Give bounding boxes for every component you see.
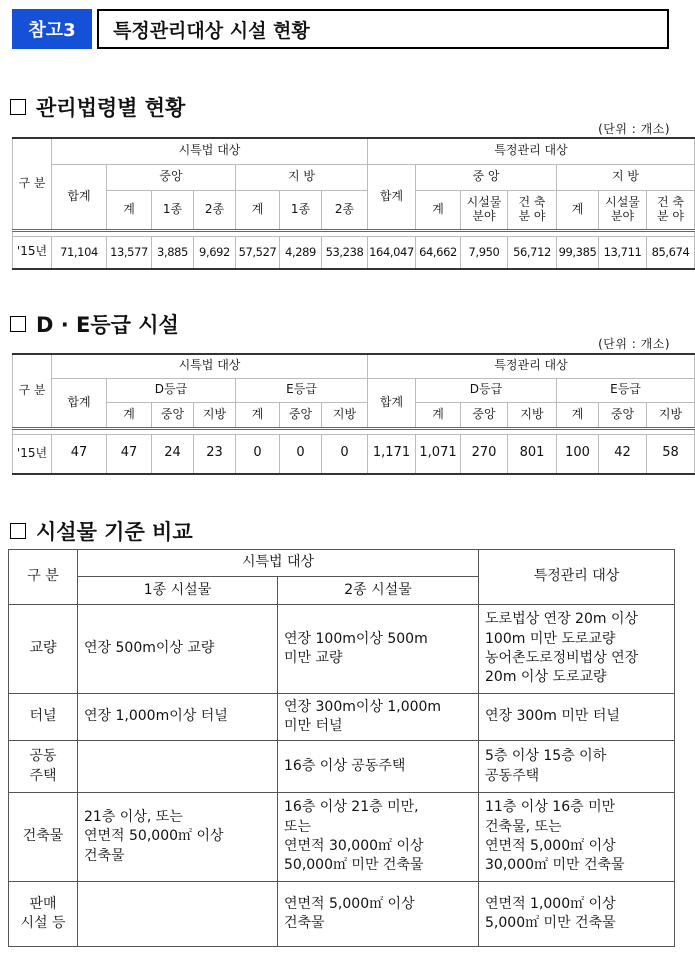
- table-by-law: [12, 137, 695, 270]
- section2-unit: (단위 : 개소): [598, 337, 670, 351]
- row-label: 공동 주택: [9, 741, 78, 793]
- table-cell: [78, 741, 278, 793]
- table-cell: 0: [322, 434, 368, 474]
- sub-header: 시설물 분야: [461, 190, 508, 230]
- group-header-a: 시특법 대상: [52, 138, 368, 164]
- table-cell: 58: [647, 434, 695, 474]
- central-header: 중 앙: [416, 164, 557, 190]
- total-header: 합계: [368, 164, 416, 230]
- table-cell: 801: [508, 434, 557, 474]
- grade-e-header: E등급: [557, 378, 695, 402]
- table-cell: 24: [152, 434, 194, 474]
- group-header-b: 특정관리 대상: [368, 138, 695, 164]
- section3-heading: [10, 516, 193, 546]
- central-header: 중앙: [107, 164, 236, 190]
- sub-header: 계: [557, 190, 599, 230]
- sub-header: 건 축 분 야: [508, 190, 557, 230]
- row-label: 건축물: [9, 793, 78, 882]
- table-cell: 99,385: [557, 236, 599, 269]
- table-criteria: [8, 549, 675, 947]
- sub-header: 지방: [647, 402, 695, 428]
- sub-header: 중앙: [461, 402, 508, 428]
- page-title: 특정관리대상 시설 현황: [97, 9, 669, 49]
- group-header-b: 특정관리 대상: [368, 354, 695, 378]
- section1-heading: [10, 92, 185, 122]
- local-header: 지 방: [557, 164, 695, 190]
- table-cell: 연장 300m 미만 터널: [479, 694, 675, 741]
- section3-heading-text: 시설물 기준 비교: [36, 520, 193, 544]
- table-grade-de: [12, 353, 695, 475]
- row-header: 구 분: [13, 354, 52, 428]
- group-header-a: 시특법 대상: [52, 354, 368, 378]
- sub-header: 계: [236, 402, 280, 428]
- table-cell: 연장 100m이상 500m 미만 교량: [278, 605, 479, 694]
- table-cell: 164,047: [368, 236, 416, 269]
- table-cell: 5층 이상 15층 이하 공동주택: [479, 741, 675, 793]
- sub-header: 1종: [280, 190, 322, 230]
- table-cell: 47: [52, 434, 107, 474]
- row-label: 터널: [9, 694, 78, 741]
- grade-e-header: E등급: [236, 378, 368, 402]
- section1-heading-text: 관리법령별 현황: [36, 96, 186, 120]
- sub-header: 계: [416, 402, 461, 428]
- table-cell: 42: [599, 434, 647, 474]
- table-cell: 도로법상 연장 20m 이상 100m 미만 도로교량 농어촌도로정비법상 연장 20m 이상 도로교량: [479, 605, 675, 694]
- grade-d-header: D등급: [107, 378, 236, 402]
- table-cell: 21층 이상, 또는 연면적 50,000㎡ 이상 건축물: [78, 793, 278, 882]
- table-cell: 0: [280, 434, 322, 474]
- table-cell: 1,171: [368, 434, 416, 474]
- table-cell: 11층 이상 16층 미만 건축물, 또는 연면적 5,000㎡ 이상 30,000㎡ 미만 건축물: [479, 793, 675, 882]
- sub-header: 중앙: [599, 402, 647, 428]
- checkbox-icon: [10, 99, 26, 115]
- grade-d-header: D등급: [416, 378, 557, 402]
- table-cell: 연장 1,000m이상 터널: [78, 694, 278, 741]
- sub-header: 중앙: [152, 402, 194, 428]
- checkbox-icon: [10, 316, 26, 332]
- table-cell: 47: [107, 434, 152, 474]
- section1-unit: (단위 : 개소): [598, 122, 670, 136]
- sub-header: 중앙: [280, 402, 322, 428]
- sub-header: 계: [557, 402, 599, 428]
- class1-header: 1종 시설물: [78, 577, 278, 605]
- row-label: '15년: [13, 236, 52, 269]
- row-header: 구 분: [9, 550, 78, 605]
- table-cell: 13,577: [107, 236, 152, 269]
- table-cell: 1,071: [416, 434, 461, 474]
- row-header: 구 분: [13, 138, 52, 230]
- table-cell: 9,692: [194, 236, 236, 269]
- sub-header: 계: [236, 190, 280, 230]
- sub-header: 계: [107, 402, 152, 428]
- table-cell: 56,712: [508, 236, 557, 269]
- sub-header: 건 축 분 야: [647, 190, 695, 230]
- section2-heading-text: D · E등급 시설: [36, 313, 179, 337]
- sub-header: 1종: [152, 190, 194, 230]
- row-label: 판매 시설 등: [9, 882, 78, 947]
- table-cell: 85,674: [647, 236, 695, 269]
- sub-header: 지방: [322, 402, 368, 428]
- table-cell: 16층 이상 21층 미만, 또는 연면적 30,000㎡ 이상 50,000㎡ 미만 건축물: [278, 793, 479, 882]
- special-header: 특정관리 대상: [479, 550, 675, 605]
- total-header: 합계: [52, 164, 107, 230]
- table-cell: [78, 882, 278, 947]
- table-cell: 3,885: [152, 236, 194, 269]
- sub-header: 계: [416, 190, 461, 230]
- class2-header: 2종 시설물: [278, 577, 479, 605]
- table-cell: 71,104: [52, 236, 107, 269]
- total-header: 합계: [52, 378, 107, 428]
- table-cell: 13,711: [599, 236, 647, 269]
- sub-header: 계: [107, 190, 152, 230]
- sub-header: 지방: [194, 402, 236, 428]
- table-cell: 16층 이상 공동주택: [278, 741, 479, 793]
- table-cell: 연면적 1,000㎡ 이상 5,000㎡ 미만 건축물: [479, 882, 675, 947]
- section2-heading: [10, 309, 179, 339]
- reference-tag: 참고3: [12, 9, 92, 49]
- table-cell: 64,662: [416, 236, 461, 269]
- table-cell: 270: [461, 434, 508, 474]
- local-header: 지 방: [236, 164, 368, 190]
- table-cell: 4,289: [280, 236, 322, 269]
- table-cell: 7,950: [461, 236, 508, 269]
- total-header: 합계: [368, 378, 416, 428]
- checkbox-icon: [10, 523, 26, 539]
- table-cell: 100: [557, 434, 599, 474]
- row-label: 교량: [9, 605, 78, 694]
- table-cell: 0: [236, 434, 280, 474]
- row-label: '15년: [13, 434, 52, 474]
- table-cell: 연장 500m이상 교량: [78, 605, 278, 694]
- table-cell: 연장 300m이상 1,000m 미만 터널: [278, 694, 479, 741]
- table-cell: 57,527: [236, 236, 280, 269]
- group-header-a: 시특법 대상: [78, 550, 479, 577]
- table-cell: 연면적 5,000㎡ 이상 건축물: [278, 882, 479, 947]
- sub-header: 2종: [194, 190, 236, 230]
- sub-header: 지방: [508, 402, 557, 428]
- sub-header: 시설물 분야: [599, 190, 647, 230]
- sub-header: 2종: [322, 190, 368, 230]
- table-cell: 53,238: [322, 236, 368, 269]
- table-cell: 23: [194, 434, 236, 474]
